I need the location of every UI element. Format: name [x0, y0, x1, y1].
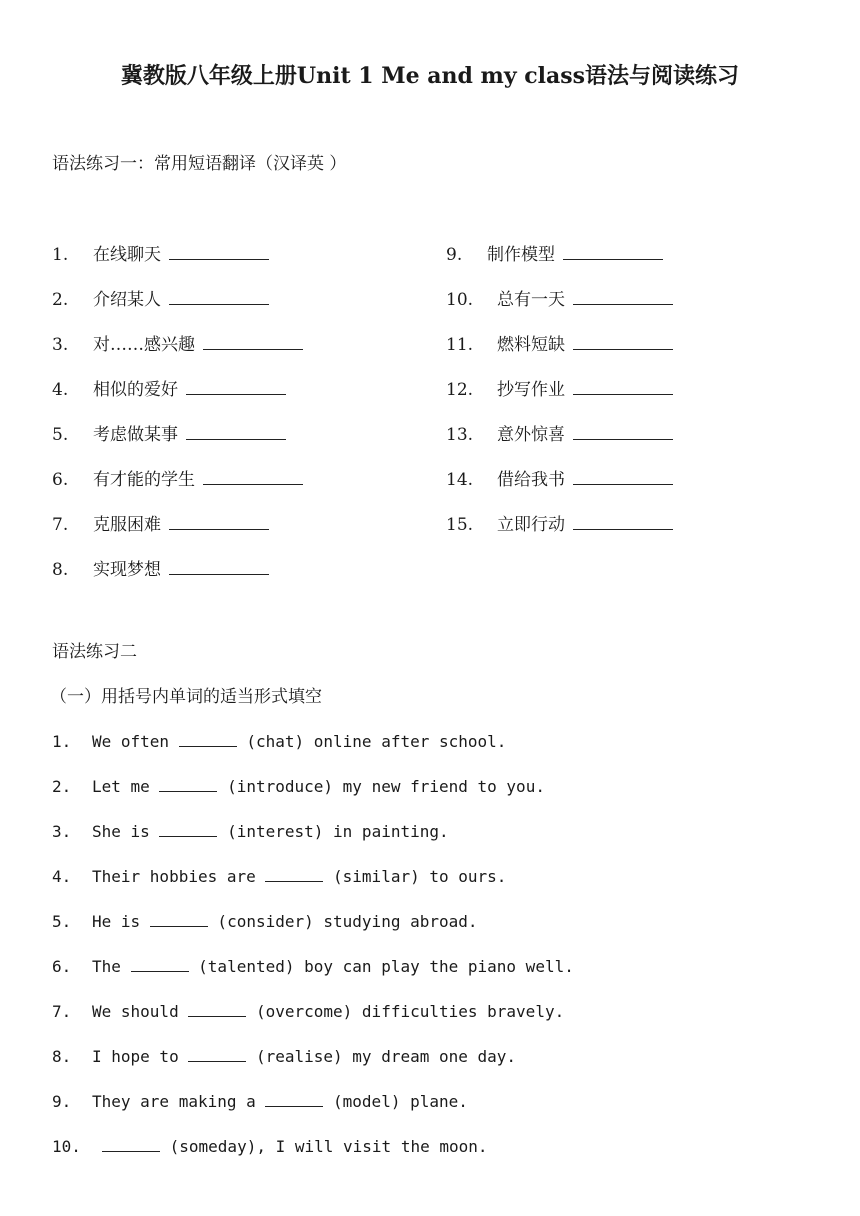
- item-number: 5.: [52, 912, 72, 931]
- sentence-end: (someday), I will visit the moon.: [160, 1137, 488, 1156]
- sentence-start: The: [92, 957, 131, 976]
- answer-blank[interactable]: [102, 1135, 160, 1152]
- exercise-2-heading: 语法练习二: [52, 642, 137, 662]
- item-number: 6.: [52, 957, 72, 976]
- worksheet-title: 冀教版八年级上册Unit 1 Me and my class语法与阅读练习: [120, 63, 740, 89]
- phrase-item: [52, 423, 286, 447]
- phrase-item: [52, 333, 303, 357]
- item-number: 14.: [446, 470, 474, 490]
- phrase-item: [446, 333, 673, 357]
- answer-blank[interactable]: [203, 468, 303, 485]
- exercise-1-heading: 语法练习一：常用短语翻译（汉译英 ）: [52, 154, 347, 174]
- fill-in-item: [52, 775, 545, 799]
- sentence-start: They are making a: [92, 1092, 266, 1111]
- item-number: 1.: [52, 245, 69, 265]
- item-number: 4.: [52, 867, 72, 886]
- fill-in-item: [52, 865, 506, 889]
- item-number: 11.: [446, 335, 474, 355]
- item-number: 2.: [52, 290, 69, 310]
- sentence-end: (consider) studying abroad.: [207, 912, 478, 931]
- phrase-item: [446, 468, 673, 492]
- phrase-text: 制作模型: [487, 245, 555, 265]
- sentence-end: (overcome) difficulties bravely.: [246, 1002, 565, 1021]
- item-number: 8.: [52, 560, 69, 580]
- answer-blank[interactable]: [573, 333, 673, 350]
- sentence-end: (model) plane.: [323, 1092, 468, 1111]
- item-number: 2.: [52, 777, 72, 796]
- fill-in-item: [52, 820, 449, 844]
- fill-in-item: [52, 1045, 516, 1069]
- sentence-start: We should: [92, 1002, 189, 1021]
- sentence-start: Let me: [92, 777, 160, 796]
- answer-blank[interactable]: [265, 1090, 323, 1107]
- phrase-item: [52, 468, 303, 492]
- phrase-text: 抄写作业: [497, 380, 565, 400]
- phrase-text: 相似的爱好: [93, 380, 178, 400]
- sentence-start: We often: [92, 732, 179, 751]
- sentence-end: (introduce) my new friend to you.: [217, 777, 545, 796]
- answer-blank[interactable]: [265, 865, 323, 882]
- phrase-item: [52, 288, 269, 312]
- answer-blank[interactable]: [573, 423, 673, 440]
- answer-blank[interactable]: [563, 243, 663, 260]
- answer-blank[interactable]: [203, 333, 303, 350]
- item-number: 4.: [52, 380, 69, 400]
- exercise-2-subheading: （一）用括号内单词的适当形式填空: [50, 687, 322, 707]
- phrase-text: 实现梦想: [93, 560, 161, 580]
- fill-in-item: [52, 730, 506, 754]
- answer-blank[interactable]: [573, 468, 673, 485]
- item-number: 6.: [52, 470, 69, 490]
- item-number: 5.: [52, 425, 69, 445]
- sentence-start: Their hobbies are: [92, 867, 266, 886]
- sentence-end: (chat) online after school.: [236, 732, 507, 751]
- fill-in-item: [52, 1135, 488, 1159]
- phrase-text: 对……感兴趣: [93, 335, 195, 355]
- fill-in-item: [52, 955, 574, 979]
- item-number: 15.: [446, 515, 474, 535]
- phrase-item: [52, 513, 269, 537]
- answer-blank[interactable]: [169, 558, 269, 575]
- phrase-text: 立即行动: [497, 515, 565, 535]
- item-number: 7.: [52, 515, 69, 535]
- sentence-start: He is: [92, 912, 150, 931]
- phrase-text: 借给我书: [497, 470, 565, 490]
- phrase-item: [446, 423, 673, 447]
- answer-blank[interactable]: [188, 1045, 246, 1062]
- sentence-end: (similar) to ours.: [323, 867, 507, 886]
- sentence-end: (interest) in painting.: [217, 822, 449, 841]
- item-number: 7.: [52, 1002, 72, 1021]
- item-number: 8.: [52, 1047, 72, 1066]
- answer-blank[interactable]: [131, 955, 189, 972]
- item-number: 13.: [446, 425, 474, 445]
- phrase-item: [446, 288, 673, 312]
- sentence-start: She is: [92, 822, 160, 841]
- sentence-end: (realise) my dream one day.: [246, 1047, 517, 1066]
- answer-blank[interactable]: [573, 288, 673, 305]
- fill-in-item: [52, 1090, 468, 1114]
- phrase-text: 有才能的学生: [93, 470, 195, 490]
- answer-blank[interactable]: [188, 1000, 246, 1017]
- phrase-text: 总有一天: [497, 290, 565, 310]
- item-number: 1.: [52, 732, 72, 751]
- phrase-text: 考虑做某事: [93, 425, 178, 445]
- answer-blank[interactable]: [573, 513, 673, 530]
- answer-blank[interactable]: [169, 243, 269, 260]
- phrase-item: [52, 243, 269, 267]
- item-number: 3.: [52, 822, 72, 841]
- phrase-item: [446, 243, 663, 267]
- item-number: 9.: [52, 1092, 72, 1111]
- phrase-item: [52, 558, 269, 582]
- answer-blank[interactable]: [169, 513, 269, 530]
- item-number: 9.: [446, 245, 463, 265]
- answer-blank[interactable]: [186, 423, 286, 440]
- answer-blank[interactable]: [159, 820, 217, 837]
- answer-blank[interactable]: [186, 378, 286, 395]
- answer-blank[interactable]: [179, 730, 237, 747]
- answer-blank[interactable]: [150, 910, 208, 927]
- sentence-end: (talented) boy can play the piano well.: [188, 957, 574, 976]
- phrase-text: 介绍某人: [93, 290, 161, 310]
- item-number: 10.: [446, 290, 474, 310]
- item-number: 12.: [446, 380, 474, 400]
- phrase-text: 燃料短缺: [497, 335, 565, 355]
- fill-in-item: [52, 1000, 564, 1024]
- sentence-start: I hope to: [92, 1047, 189, 1066]
- phrase-item: [52, 378, 286, 402]
- item-number: 10.: [52, 1137, 81, 1156]
- phrase-text: 在线聊天: [93, 245, 161, 265]
- fill-in-item: [52, 910, 478, 934]
- answer-blank[interactable]: [169, 288, 269, 305]
- phrase-text: 克服困难: [93, 515, 161, 535]
- answer-blank[interactable]: [573, 378, 673, 395]
- phrase-item: [446, 513, 673, 537]
- answer-blank[interactable]: [159, 775, 217, 792]
- phrase-item: [446, 378, 673, 402]
- phrase-text: 意外惊喜: [497, 425, 565, 445]
- item-number: 3.: [52, 335, 69, 355]
